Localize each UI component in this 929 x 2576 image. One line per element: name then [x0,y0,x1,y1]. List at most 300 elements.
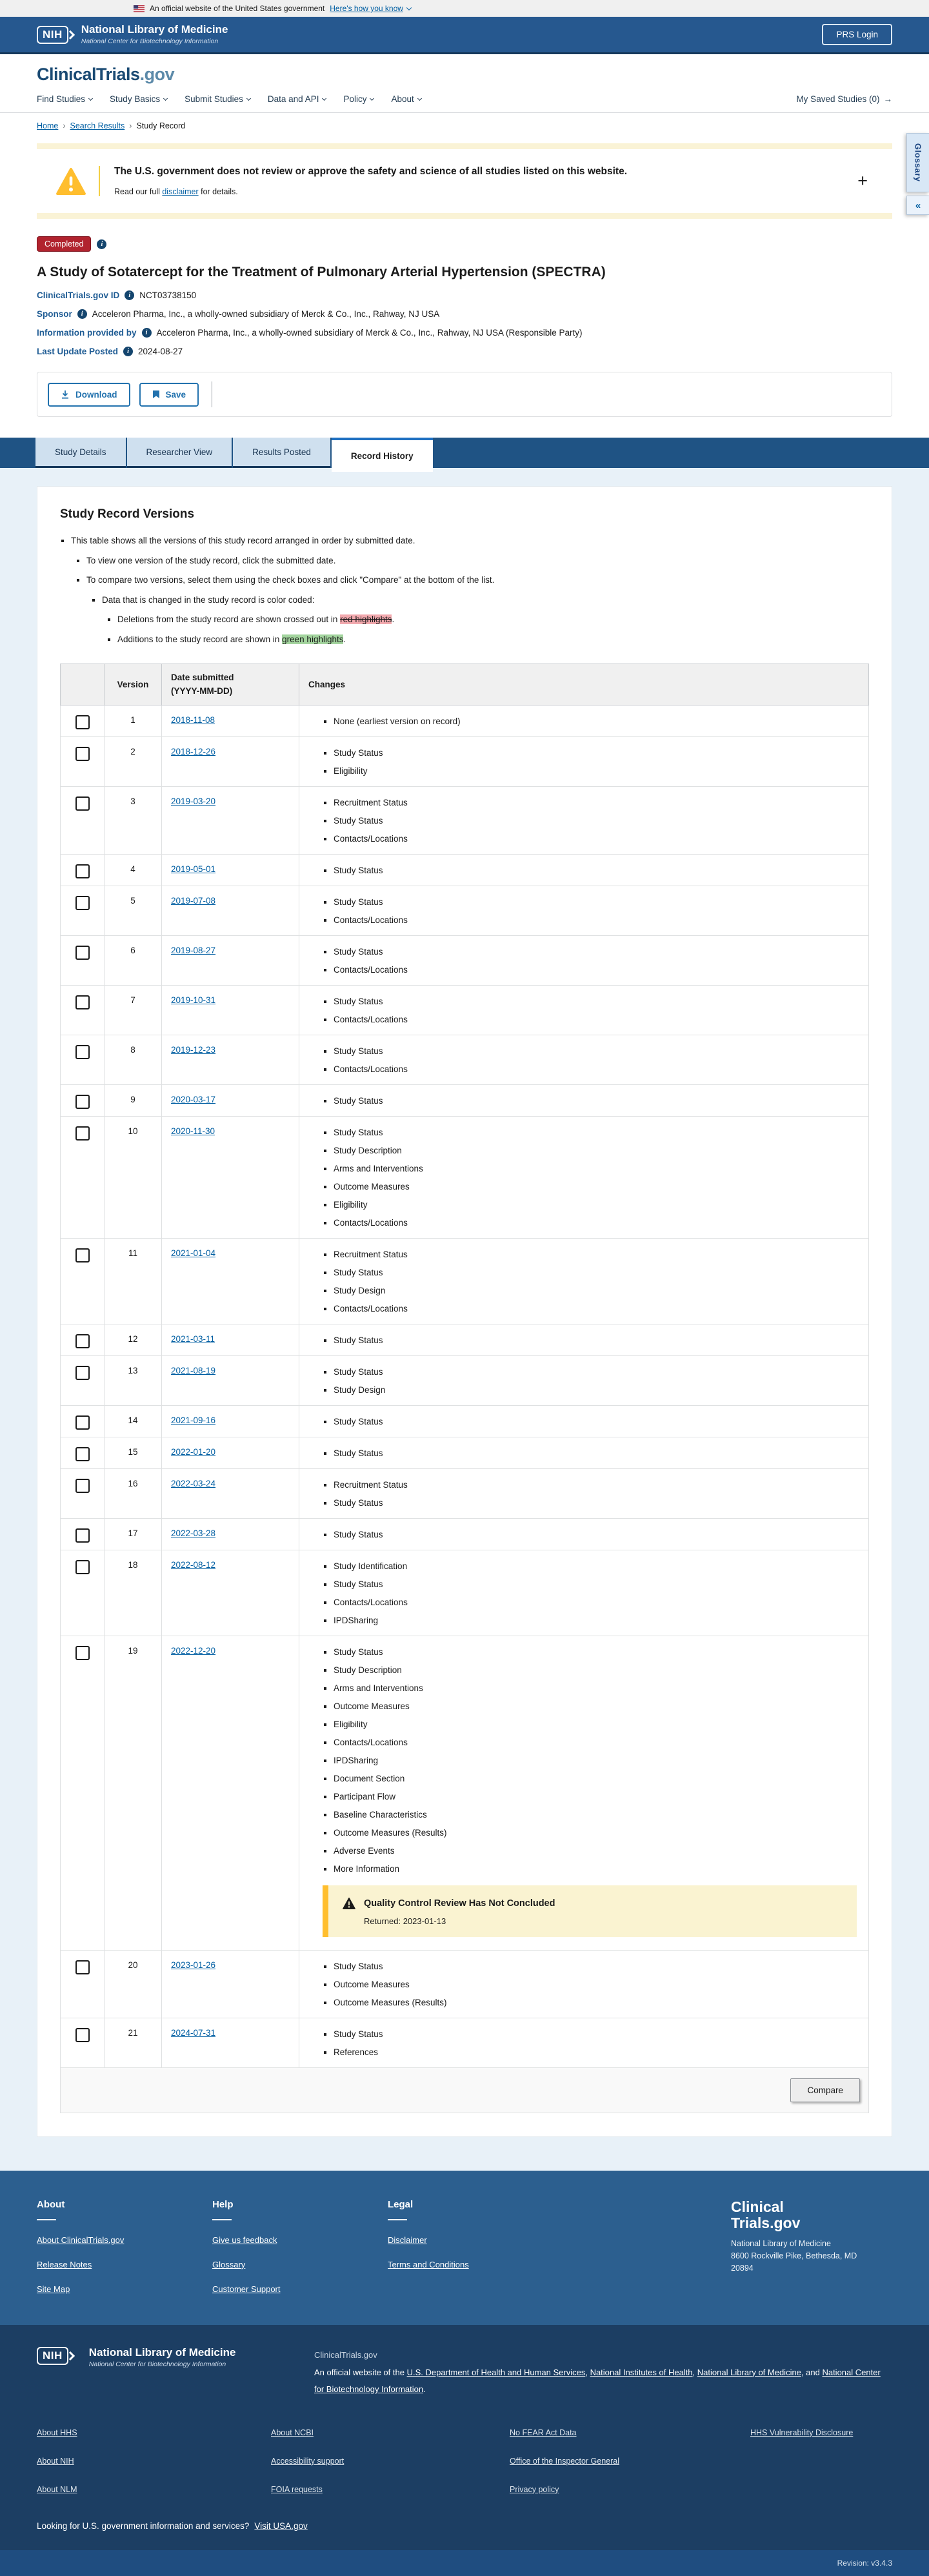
date-submitted-link[interactable]: 2022-03-28 [171,1528,216,1538]
version-number: 17 [105,1518,162,1550]
list-item: To view one version of the study record, click the submitted date. [75,554,869,567]
footer-heading-rule [212,2219,232,2220]
changes-cell [299,1550,869,1636]
arrow-right-icon: → [883,94,892,104]
status-row [37,236,892,252]
footer-link-customer-support[interactable]: Customer Support [212,2284,281,2294]
download-icon [61,390,70,399]
meta-row-clinicaltrials-gov-id [37,290,892,300]
subfooter-link-about-ncbi[interactable]: About NCBI [271,2428,314,2437]
date-submitted-link[interactable]: 2020-11-30 [171,1126,215,1136]
version-number: 2 [105,736,162,786]
nav-item-label: Find Studies [37,94,86,104]
version-checkbox[interactable] [75,1095,90,1109]
version-checkbox[interactable] [75,1045,90,1059]
gov-warning-banner [37,143,892,219]
version-number: 12 [105,1324,162,1355]
version-number: 4 [105,854,162,886]
change-item: Contacts/Locations [323,1736,858,1749]
official-link-national-institutes-of-health[interactable]: National Institutes of Health [590,2367,693,2377]
action-bar [37,372,892,417]
change-item: Recruitment Status [323,1479,858,1491]
column-header-changes: Changes [299,664,869,705]
column-header-version: Version [105,664,162,705]
version-number: 19 [105,1636,162,1950]
chevron-down-icon [417,96,422,101]
footer-heading-rule [37,2219,56,2220]
change-item: Document Section [323,1772,858,1785]
date-submitted-link[interactable]: 2022-01-20 [171,1446,216,1457]
date-submitted-link[interactable]: 2019-12-23 [171,1044,216,1055]
version-checkbox[interactable] [75,715,90,729]
official-link-u-s-department-of-health-and-human-services[interactable]: U.S. Department of Health and Human Services [406,2367,586,2377]
subfooter-link-about-hhs[interactable]: About HHS [37,2428,77,2437]
table-row [61,2018,869,2067]
nav-item-data-and-api[interactable] [268,94,326,104]
info-icon[interactable]: i [97,239,106,249]
warning-triangle-icon [56,168,86,195]
nav-item-label: About [391,94,414,104]
warning-title: The U.S. government does not review or approve the safety and science of all studies listed on this website. [114,166,628,177]
nih-header [0,17,929,54]
change-item: Contacts/Locations [323,833,858,845]
version-checkbox[interactable] [75,1126,90,1141]
list-item: This table shows all the versions of this study record arranged in order by submitted date. To view one version of the study record, click the submitted date. To compare two versions, select them using the check boxes and click "Compare" at the bottom of the list. Data that is changed in the study record is color coded: Deletions from the study record are shown crossed out in red highlights. Additions to the study record are shown in green highlights. [60,534,869,645]
breadcrumb-separator: › [63,121,66,130]
footer-site-name: ClinicalTrials.gov [314,2349,377,2360]
date-submitted-link[interactable]: 2022-12-20 [171,1645,216,1656]
meta-label: ClinicalTrials.gov ID [37,290,120,300]
usa-gov-line: Looking for U.S. government information and services? Visit USA.gov [37,2520,308,2531]
version-checkbox[interactable] [75,946,90,960]
download-button[interactable]: Download [48,383,130,407]
changes-cell [299,1950,869,2018]
change-item: Outcome Measures (Results) [323,1827,858,1839]
version-number: 9 [105,1084,162,1116]
saved-studies-label: My Saved Studies (0) [796,94,880,104]
footer-heading: About [37,2198,65,2210]
version-checkbox[interactable] [75,995,90,1009]
versions-table [60,664,869,2113]
change-item: Contacts/Locations [323,914,858,926]
table-row [61,1636,869,1950]
changes-cell [299,1116,869,1238]
date-submitted-link[interactable]: 2023-01-26 [171,1960,216,1970]
footer-link-glossary[interactable]: Glossary [212,2259,246,2269]
change-item: Outcome Measures [323,1181,858,1193]
version-checkbox[interactable] [75,864,90,878]
footer-nlm-title: National Library of Medicine [88,2346,236,2358]
change-item: Contacts/Locations [323,964,858,976]
version-checkbox[interactable] [75,1366,90,1380]
agency-footer [0,2325,929,2550]
nav-item-submit-studies[interactable] [185,94,250,104]
ncbi-subtitle: National Center for Biotechnology Information [81,37,219,45]
table-row [61,1437,869,1468]
version-number: 1 [105,705,162,736]
changes-cell [299,886,869,935]
change-item: References [323,2046,858,2058]
meta-label: Information provided by [37,328,137,338]
table-row [61,1035,869,1084]
qc-alert-heading: Quality Control Review Has Not Concluded [364,1898,555,1909]
date-submitted-link[interactable]: 2018-11-08 [171,715,215,725]
expand-plus-icon[interactable]: + [857,171,868,190]
meta-row-information-provided-by [37,328,892,338]
table-row [61,786,869,854]
change-item: Adverse Events [323,1845,858,1857]
footer-clinicaltrials-logo: Clinical Trials.gov [731,2198,801,2231]
intro-bullets [60,534,869,645]
change-item: Study Status [323,1266,858,1279]
version-checkbox[interactable] [75,1415,90,1430]
tab-researcher-view[interactable]: Researcher View [127,438,232,468]
change-item: Study Description [323,1144,858,1157]
change-item: Study Status [323,1334,858,1346]
version-number: 3 [105,786,162,854]
version-checkbox[interactable] [75,1528,90,1543]
warning-subtext: Read our full disclaimer for details. [114,187,238,196]
chevron-down-icon [322,96,326,101]
version-checkbox[interactable] [75,1479,90,1493]
changes-cell [299,736,869,786]
change-item: More Information [323,1863,858,1875]
changes-cell [299,1405,869,1437]
official-link-national-library-of-medicine[interactable]: National Library of Medicine [697,2367,801,2377]
meta-value: 2024-08-27 [138,347,183,356]
table-row [61,1405,869,1437]
my-saved-studies-link[interactable] [796,94,892,104]
heres-how-link[interactable]: Here's how you know [330,4,411,13]
footer-link-terms-and-conditions[interactable]: Terms and Conditions [388,2259,469,2269]
table-row [61,705,869,736]
changes-cell [299,854,869,886]
table-row [61,1355,869,1405]
clinicaltrials-logo[interactable]: ClinicalTrials.gov [37,65,175,84]
tab-bar [0,438,929,468]
nav-item-find-studies[interactable] [37,94,92,104]
change-item: Study Status [323,815,858,827]
change-item: Study Design [323,1284,858,1297]
warning-divider [99,166,100,196]
changes-cell [299,1468,869,1518]
meta-label: Last Update Posted [37,347,119,356]
change-item: Outcome Measures (Results) [323,1996,858,2009]
footer-link-site-map[interactable]: Site Map [37,2284,70,2294]
changes-cell [299,1636,869,1950]
date-submitted-link[interactable]: 2019-03-20 [171,796,216,806]
table-row [61,854,869,886]
change-item: Study Status [323,747,858,759]
official-website-text: An official website of the U.S. Department of Health and Human Services, National Institutes of Health, National Library of Medicine, and National Center for Biotechnology Information. [314,2367,881,2395]
change-item: IPDSharing [323,1614,858,1627]
change-item: Arms and Interventions [323,1682,858,1694]
change-item: Study Status [323,1447,858,1459]
changes-cell [299,1035,869,1084]
version-number: 11 [105,1238,162,1324]
us-flag-icon [134,5,145,12]
version-checkbox[interactable] [75,796,90,811]
change-item: Study Status [323,1578,858,1590]
subfooter-link-about-nih[interactable]: About NIH [37,2456,74,2466]
table-header-row [61,664,869,705]
nav-item-label: Data and API [267,94,319,104]
change-item: Study Description [323,1664,858,1676]
meta-label: Sponsor [37,309,72,319]
version-checkbox[interactable] [75,896,90,910]
change-item: Study Status [323,864,858,877]
nav-item-study-basics[interactable] [110,94,167,104]
chevron-down-icon [370,96,374,101]
subfooter-link-about-nlm[interactable]: About NLM [37,2484,77,2494]
tab-record-history[interactable]: Record History [332,438,433,472]
site-footer [0,2171,929,2325]
change-item: Contacts/Locations [323,1596,858,1608]
changes-cell [299,1324,869,1355]
change-item: Study Status [323,1528,858,1541]
subfooter-link-office-of-the-inspector-general[interactable]: Office of the Inspector General [510,2456,620,2466]
footer-links-grid [37,2428,892,2494]
version-number: 13 [105,1355,162,1405]
meta-value: Acceleron Pharma, Inc., a wholly-owned subsidiary of Merck & Co., Inc., Rahway, NJ USA [92,309,440,319]
change-item: Study Status [323,1960,858,1973]
version-checkbox[interactable] [75,1646,90,1660]
official-link-national-center-for-biotechnology-information[interactable]: National Center for Biotechnology Information [314,2367,881,2395]
change-item: Study Status [323,896,858,908]
alert-triangle-icon [343,1898,355,1909]
glossary-collapse-icon[interactable]: « [906,196,929,215]
date-submitted-link[interactable]: 2022-08-12 [171,1559,216,1570]
version-checkbox[interactable] [75,1960,90,1974]
footer-link-about-clinicaltrials-gov[interactable]: About ClinicalTrials.gov [37,2235,125,2245]
footer-official-block [314,2347,892,2399]
change-item: IPDSharing [323,1754,858,1767]
info-icon[interactable]: i [123,347,133,356]
change-item: Recruitment Status [323,1248,858,1261]
footer-logo-block [731,2199,892,2294]
subfooter-link-no-fear-act-data[interactable]: No FEAR Act Data [510,2428,577,2437]
list-item: To compare two versions, select them using the check boxes and click "Compare" at the bottom of the list. Data that is changed in the study record is color coded: Deletions from the study record are shown crossed out in red highlights. Additions to the study record are shown in green highlights. [75,574,869,645]
changes-cell [299,1437,869,1468]
change-item: Contacts/Locations [323,1063,858,1075]
footer-column-legal [388,2199,563,2294]
footer-nih-block [37,2347,295,2399]
page-title: A Study of Sotatercept for the Treatment of Pulmonary Arterial Hypertension (SPECTRA) [37,265,606,279]
breadcrumb [0,113,929,137]
info-icon[interactable]: i [125,290,134,300]
breadcrumb-study-record: Study Record [136,121,186,130]
nlm-title: National Library of Medicine [81,23,228,36]
version-checkbox[interactable] [75,1447,90,1461]
changes-cell [299,705,869,736]
changes-cell [299,786,869,854]
save-button[interactable]: Save [139,383,199,407]
version-number: 10 [105,1116,162,1238]
prs-login-button[interactable]: PRS Login [822,24,892,45]
date-submitted-link[interactable]: 2019-07-08 [171,895,216,906]
date-submitted-link[interactable]: 2018-12-26 [171,746,216,756]
version-number: 15 [105,1437,162,1468]
change-item: Study Status [323,946,858,958]
study-meta [37,290,892,356]
changes-cell [299,1084,869,1116]
change-item: Arms and Interventions [323,1162,858,1175]
table-row [61,985,869,1035]
footer-column-help [212,2199,388,2294]
glossary-panel [906,133,929,215]
glossary-tab[interactable]: Glossary [906,133,929,192]
version-number: 7 [105,985,162,1035]
version-number: 14 [105,1405,162,1437]
table-row [61,886,869,935]
version-checkbox[interactable] [75,2028,90,2042]
table-row [61,1468,869,1518]
breadcrumb-home[interactable]: Home [37,121,59,130]
footer-column-about [37,2199,212,2294]
change-item: Contacts/Locations [323,1303,858,1315]
main-nav [37,94,892,112]
date-submitted-link[interactable]: 2021-08-19 [171,1365,216,1375]
meta-value: Acceleron Pharma, Inc., a wholly-owned subsidiary of Merck & Co., Inc., Rahway, NJ USA (Responsible Party) [156,328,583,338]
date-submitted-link[interactable]: 2019-08-27 [171,945,216,955]
change-item: None (earliest version on record) [323,715,858,727]
list-item: Additions to the study record are shown in green highlights. [106,633,869,646]
footer-ncbi-subtitle: National Center for Biotechnology Information [88,2360,226,2368]
change-item: Study Identification [323,1560,858,1572]
nih-logo[interactable]: NIH [37,26,74,44]
record-history-card [37,486,892,2137]
table-row [61,1518,869,1550]
change-item: Eligibility [323,1199,858,1211]
change-item: Recruitment Status [323,796,858,809]
date-submitted-link[interactable]: 2024-07-31 [171,2027,216,2038]
chevron-down-icon [163,96,168,101]
subfooter-link-accessibility-support[interactable]: Accessibility support [271,2456,345,2466]
footer-link-disclaimer[interactable]: Disclaimer [388,2235,427,2245]
nav-item-label: Policy [343,94,367,104]
version-checkbox[interactable] [75,747,90,761]
version-number: 6 [105,935,162,985]
grid-spacer [750,2457,892,2466]
date-submitted-link[interactable]: 2021-03-11 [171,1334,215,1344]
change-item: Study Status [323,1497,858,1509]
nav-item-about[interactable] [391,94,421,104]
subfooter-link-foia-requests[interactable]: FOIA requests [271,2484,323,2494]
change-item: Study Status [323,1646,858,1658]
date-submitted-link[interactable]: 2021-01-04 [171,1248,216,1258]
visit-usa-gov-link[interactable]: Visit USA.gov [254,2520,308,2531]
date-submitted-link[interactable]: 2022-03-24 [171,1478,216,1488]
date-submitted-link[interactable]: 2019-10-31 [171,995,216,1005]
table-row [61,1324,869,1355]
nav-item-label: Submit Studies [185,94,243,104]
breadcrumb-search-results[interactable]: Search Results [70,121,125,130]
disclaimer-link[interactable]: disclaimer [162,187,199,196]
nav-item-policy[interactable] [343,94,374,104]
info-icon[interactable]: i [142,328,152,338]
version-checkbox[interactable] [75,1334,90,1348]
gov-banner-text: An official website of the United States government [150,4,325,13]
version-number: 5 [105,886,162,935]
footer-heading: Help [212,2198,234,2210]
date-submitted-link[interactable]: 2019-05-01 [171,864,216,874]
table-row [61,1238,869,1324]
change-item: Study Status [323,1366,858,1378]
changes-cell [299,935,869,985]
gov-banner [0,0,929,17]
version-number: 16 [105,1468,162,1518]
section-heading: Study Record Versions [60,507,195,521]
change-item: Eligibility [323,765,858,777]
change-item: Participant Flow [323,1790,858,1803]
table-row [61,1116,869,1238]
subfooter-link-privacy-policy[interactable]: Privacy policy [510,2484,559,2494]
chevron-down-icon [246,96,251,101]
meta-value: NCT03738150 [139,290,197,300]
version-number: 21 [105,2018,162,2067]
compare-row [61,2067,869,2113]
change-item: Study Design [323,1384,858,1396]
changes-cell [299,1355,869,1405]
content-section [0,468,929,2171]
change-item: Outcome Measures [323,1700,858,1712]
table-row [61,935,869,985]
nav-item-label: Study Basics [110,94,161,104]
list-item: Deletions from the study record are shown crossed out in red highlights. [106,613,869,626]
table-row [61,736,869,786]
table-row [61,1550,869,1636]
date-submitted-link[interactable]: 2020-03-17 [171,1094,216,1104]
change-item: Contacts/Locations [323,1013,858,1026]
tab-results-posted[interactable]: Results Posted [233,438,330,468]
revision-bar [0,2550,929,2576]
change-item: Study Status [323,2028,858,2040]
footer-link-release-notes[interactable]: Release Notes [37,2259,92,2269]
column-header-checkbox [61,664,105,705]
nih-logo: NIH [37,2347,74,2365]
footer-heading-rule [388,2219,407,2220]
qc-alert [323,1885,857,1937]
change-item: Study Status [323,1095,858,1107]
table-row [61,1084,869,1116]
changes-cell [299,2018,869,2067]
compare-button[interactable]: Compare [790,2078,860,2102]
footer-link-give-us-feedback[interactable]: Give us feedback [212,2235,277,2245]
revision-text: Revision: v3.4.3 [837,2558,892,2568]
tab-study-details[interactable]: Study Details [35,438,126,468]
list-item: Data that is changed in the study record is color coded: Deletions from the study record are shown crossed out in red highlights. Additions to the study record are shown in green highlights. [91,594,869,646]
chevron-down-icon [88,96,93,101]
version-checkbox[interactable] [75,1560,90,1574]
info-icon[interactable]: i [77,309,87,319]
date-submitted-link[interactable]: 2021-09-16 [171,1415,216,1425]
change-item: Eligibility [323,1718,858,1730]
change-item: Study Status [323,1126,858,1139]
change-item: Contacts/Locations [323,1217,858,1229]
version-number: 20 [105,1950,162,2018]
change-item: Study Status [323,1045,858,1057]
subfooter-link-hhs-vulnerability-disclosure[interactable]: HHS Vulnerability Disclosure [750,2428,854,2437]
footer-heading: Legal [388,2198,414,2210]
changes-cell [299,985,869,1035]
change-item: Study Status [323,995,858,1008]
qc-alert-title [343,1898,843,1909]
version-number: 18 [105,1550,162,1636]
site-header [0,54,929,113]
version-checkbox[interactable] [75,1248,90,1263]
qc-alert-detail: Returned: 2023-01-13 [364,1916,446,1926]
table-row [61,1950,869,2018]
